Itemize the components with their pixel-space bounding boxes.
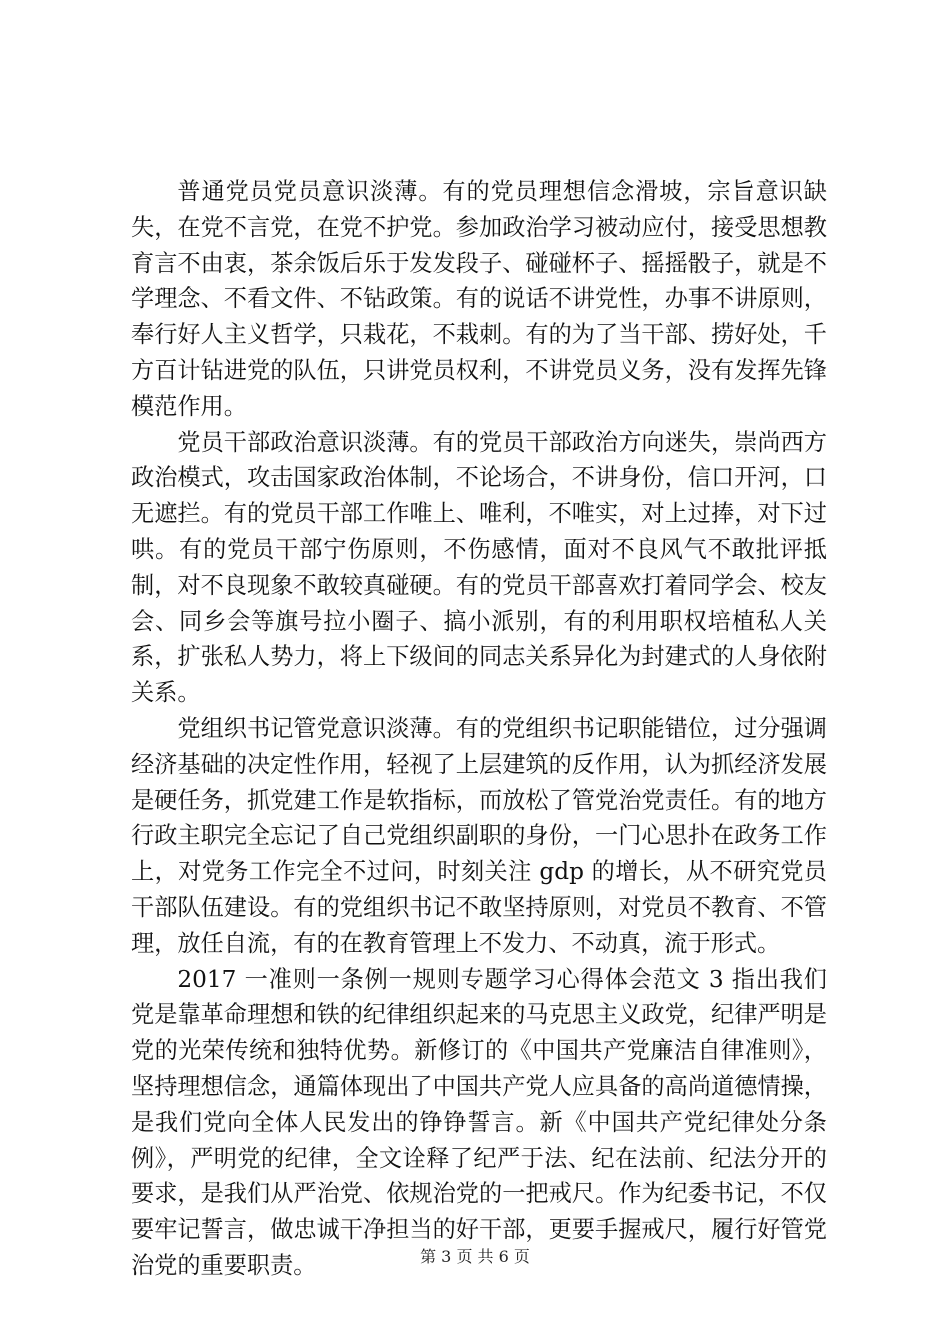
paragraph-cadres-political-awareness: 党员干部政治意识淡薄。有的党员干部政治方向迷失，崇尚西方政治模式，攻击国家政治体制，不论场合，不讲身份，信口开河，口无遮拦。有的党员干部工作唯上、唯利，不唯实，对上过捧，对下过哄。有的党员干部宁伤原则，不伤感情，面对不良风气不敢批评抵制，对不良现象不敢较真碰硬。有的党员干部喜欢打着同学会、校友会、同乡会等旗号拉小圈子、搞小派别，有的利用职权培植私人关系，扩张私人势力，将上下级间的同志关系异化为封建式的人身依附关系。 (131, 428, 827, 707)
paragraph-study-essay-3: 2017 一准则一条例一规则专题学习心得体会范文 3 指出我们党是靠革命理想和铁的纪律组织起来的马克思主义政党，纪律严明是党的光荣传统和独特优势。新修订的《中国共产党廉洁自律准则》，坚持理想信念，通篇体现出了中国共产党人应具备的高尚道德情操，是我们党向全体人民发出的铮铮誓言。新《中国共产党纪律处分条例》，严明党的纪律，全文诠释了纪严于法、纪在法前、纪法分开的要求，是我们从严治党、依规治党的一把戒尺。作为纪委书记，不仅要牢记誓言，做忠诚干净担当的好干部，更要手握戒尺，履行好管党治党的重要职责。 (131, 965, 827, 1279)
paragraph-secretaries-governance-awareness: 党组织书记管党意识淡薄。有的党组织书记职能错位，过分强调经济基础的决定性作用，轻视了上层建筑的反作用，认为抓经济发展是硬任务，抓党建工作是软指标，而放松了管党治党责任。有的地方行政主职完全忘记了自己党组织副职的身份，一门心思扑在政务工作上，对党务工作完全不过问，时刻关注 gdp 的增长，从不研究党员干部队伍建设。有的党组织书记不敢坚持原则，对党员不教育、不管理，放任自流，有的在教育管理上不发力、不动真，流于形式。 (131, 714, 827, 957)
page-number-footer: 第 3 页 共 6 页 (420, 1247, 530, 1266)
paragraph-party-members-awareness: 普通党员党员意识淡薄。有的党员理想信念滑坡，宗旨意识缺失，在党不言党，在党不护党。参加政治学习被动应付，接受思想教育言不由衷，茶余饭后乐于发发段子、碰碰杯子、摇摇骰子，就是不学理念、不看文件、不钻政策。有的说话不讲党性，办事不讲原则，奉行好人主义哲学，只栽花，不栽刺。有的为了当干部、捞好处，千方百计钻进党的队伍，只讲党员权利，不讲党员义务，没有发挥先锋模范作用。 (131, 178, 827, 420)
document-body (131, 174, 827, 1284)
